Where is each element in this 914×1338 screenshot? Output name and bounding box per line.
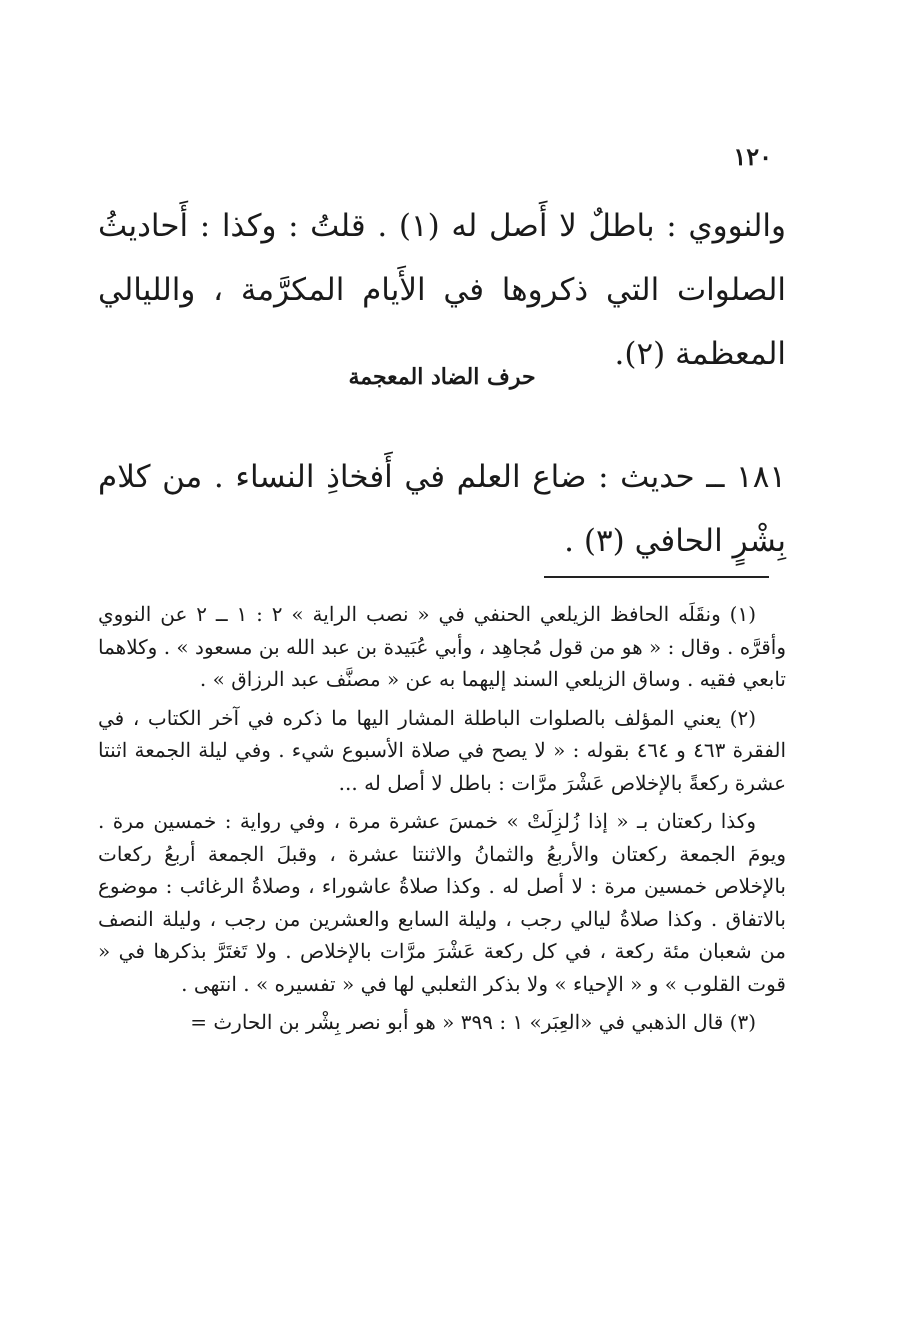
footnote-1: (١) ونقَلَه الحافظ الزيلعي الحنفي في « نصب الراية » ٢ : ١ ــ ٢ عن النووي وأقرَّه . وقال : « هو من قول مُجاهِد ، وأبي عُبَيدة بن عبد الله بن مسعود » . وكلاهما تابعي فقيه . وساق الزيلعي السند إليهما به عن « مصنَّف عبد الرزاق » . [98, 602, 786, 691]
footnote-3: (٣) قال الذهبي في «العِبَر» ١ : ٣٩٩ « هو أبو نصر بِشْر بن الحارث = [190, 1010, 756, 1034]
footnote-2: (٢) يعني المؤلف بالصلوات الباطلة المشار اليها ما ذكره في آخر الكتاب ، في الفقرة ٤٦٣ و ٤٦٤ بقوله : « لا يصح في صلاة الأسبوع شيء . وفي ليلة الجمعة اثنتا عشرة ركعةً بالإخلاص عَشْرَ مرَّات : باطل لا أصل له ... [98, 705, 787, 795]
main-paragraph-2: ١٨١ ــ حديث : ضاع العلم في أَفخاذِ النساء . من كلام بِشْرٍ الحافي (٣) . [98, 459, 786, 559]
footnotes [98, 598, 786, 1045]
main-paragraph-1: والنووي : باطلٌ لا أَصل له (١) . قلتُ : وكذا : أَحاديثُ الصلوات التي ذكروها في الأَيام المكرَّمة ، والليالي المعظمة (٢). [98, 208, 786, 372]
footnote-2-continuation: وكذا ركعتان بـ « إذا زُلزِلَتْ » خمسَ عشرة مرة ، وفي رواية : خمسين مرة . ويومَ الجمعة ركعتان والأربعُ والثمانُ والاثنتا عشرة ، وقبلَ الجمعة أربعُ ركعات بالإخلاص خمسين مرة : لا أصل له . وكذا صلاةُ عاشوراء ، وصلاةُ الرغائب : موضوع بالاتفاق . وكذا صلاةُ ليالي رجب ، وليلة السابع والعشرين من رجب ، وليلة النصف من شعبان مئة ركعة ، في كل ركعة عَشْرَ مرَّات بالإخلاص . ولا تَغتَرَّ بذكرها في « قوت القلوب » و « الإحياء » ولا بذكر الثعلبي لها في « تفسيره » . انتهى . [98, 809, 786, 996]
section-heading: حرف الضاد المعجمة [348, 364, 536, 390]
footnote-divider [544, 576, 769, 578]
page-number: ١٢٠ [733, 142, 772, 171]
